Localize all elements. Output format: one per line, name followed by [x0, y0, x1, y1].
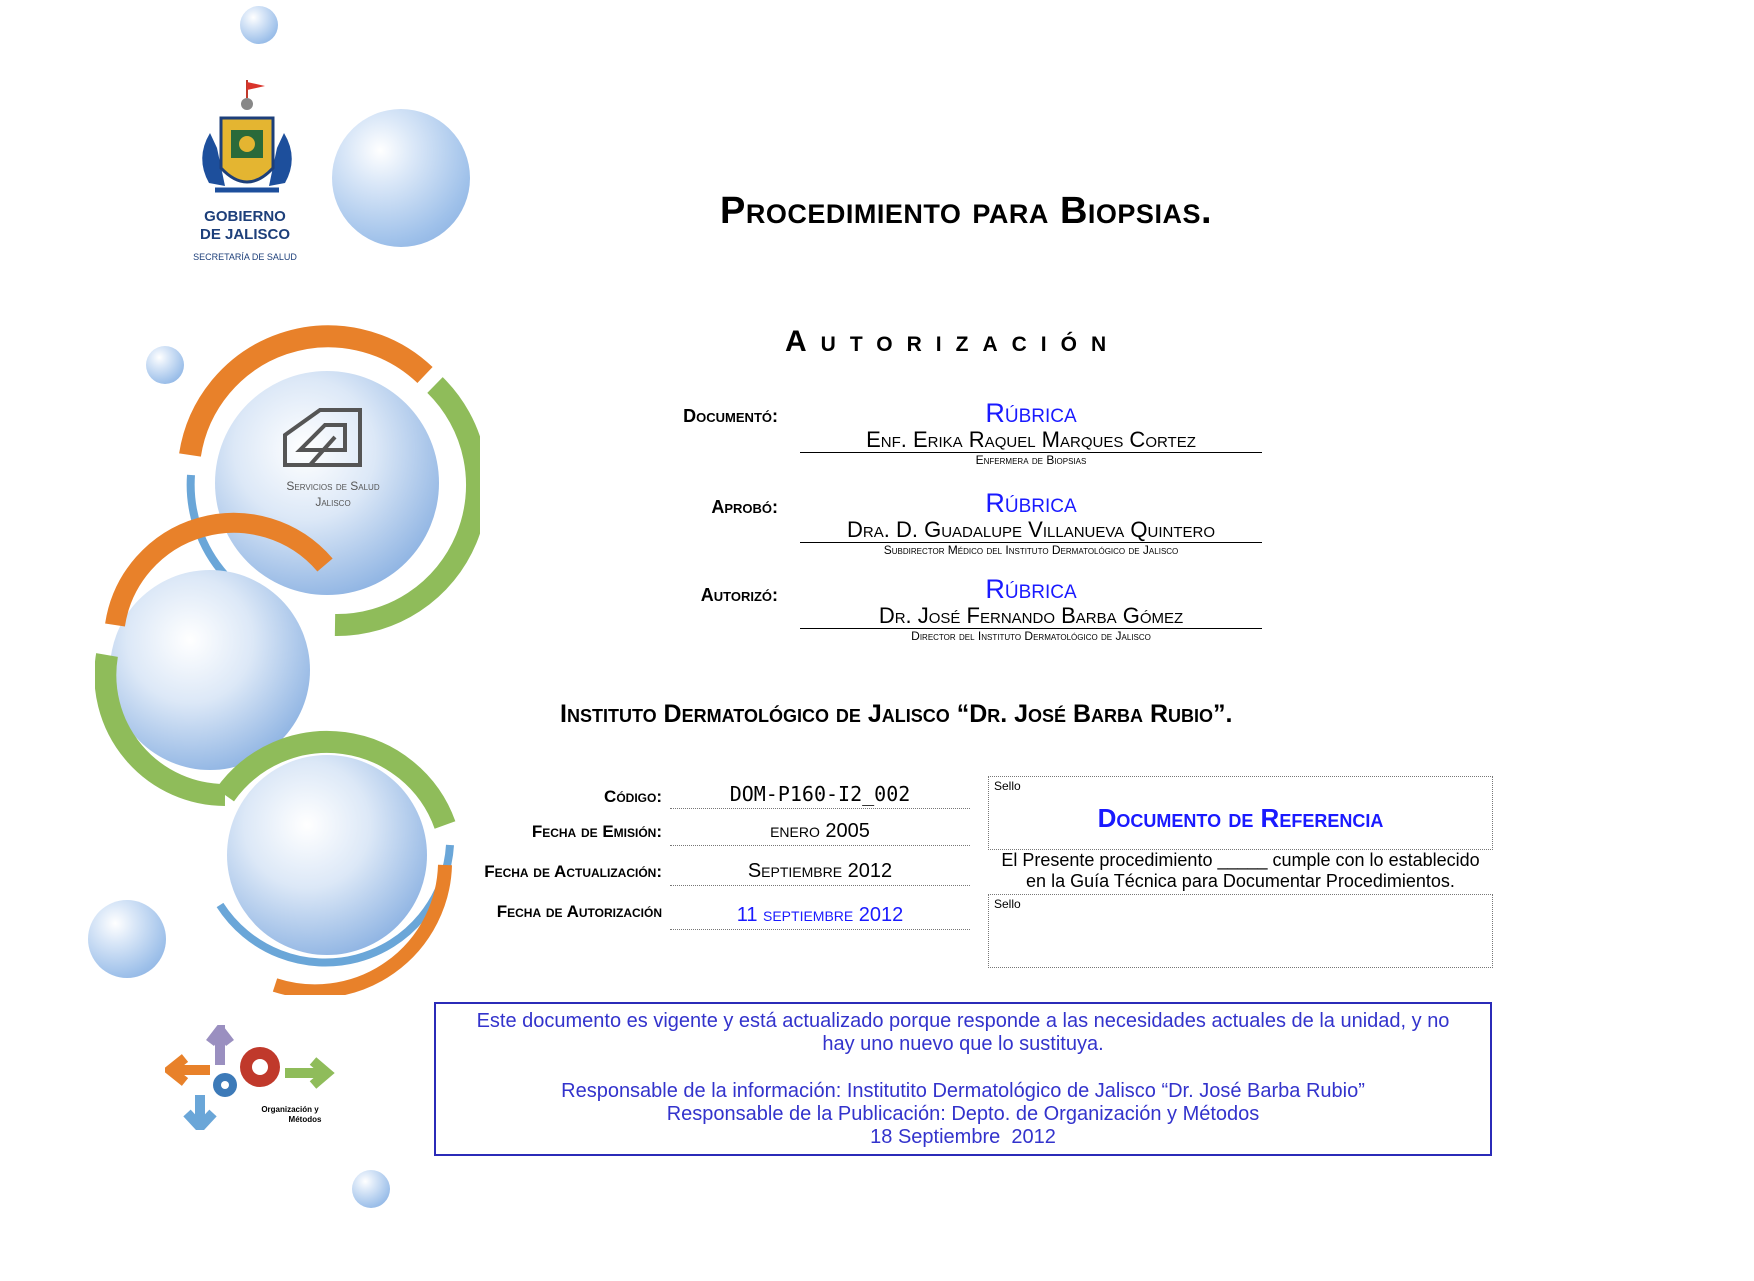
- seal-label-bottom: Sello: [994, 897, 1021, 911]
- document-title: Procedimiento para Biopsias.: [720, 190, 1213, 232]
- code-value: DOM-P160-I2_002: [670, 782, 970, 809]
- footer-line1: Este documento es vigente y está actualizado porque responde a las necesidades actuales de la unidad, y no: [476, 1010, 1450, 1032]
- decor-bubble-bottom: [352, 1170, 390, 1208]
- cycle-graphic: [95, 325, 480, 995]
- authorized-role: Director del Instituto Dermatológico de Jalisco: [911, 629, 1151, 643]
- coat-of-arms-icon: [195, 78, 295, 203]
- footer-line3: Responsable de la información: Institutito Dermatológico de Jalisco “Dr. José Barba Rubio”: [561, 1080, 1365, 1102]
- update-date-value: Septiembre 2012: [670, 860, 970, 886]
- approved-signature-block: [800, 488, 1262, 558]
- reference-seal-box: [988, 776, 1493, 850]
- documented-signature-block: [800, 398, 1262, 468]
- authorization-date-value: 11 septiembre 2012: [670, 904, 970, 930]
- authorized-signature-block: [800, 574, 1262, 644]
- documented-signature: Rúbrica: [985, 398, 1077, 428]
- decor-bubble-top: [240, 6, 278, 44]
- seal-compliance-text: [988, 850, 1493, 892]
- approved-role: Subdirector Médico del Instituto Dermatológico de Jalisco: [883, 543, 1179, 557]
- update-date-label: Fecha de Actualización:: [484, 862, 662, 881]
- approved-name: Dra. D. Guadalupe Villanueva Quintero: [800, 518, 1262, 543]
- government-logo-line1: GOBIERNO: [204, 208, 286, 225]
- validity-footer: [434, 1002, 1492, 1156]
- org-methods-line2: Métodos: [288, 1115, 322, 1124]
- institute-name: Instituto Dermatológico de Jalisco “Dr. José Barba Rubio”.: [560, 700, 1233, 728]
- ssj-logo-text: [258, 478, 408, 510]
- documented-label: Documentó:: [683, 406, 778, 426]
- authorization-date-label: Fecha de Autorización: [496, 902, 662, 921]
- documented-role: Enfermera de Biopsias: [975, 453, 1087, 467]
- documented-name: Enf. Erika Raquel Marques Cortez: [800, 428, 1262, 453]
- approved-label: Aprobó:: [711, 497, 778, 517]
- cycle-bottom-circle: [227, 755, 427, 955]
- bottom-seal-box: [988, 894, 1493, 968]
- government-logo: [180, 78, 310, 262]
- authorized-signature: Rúbrica: [985, 574, 1077, 604]
- seal-compliance-line2: en la Guía Técnica para Documentar Procedimientos.: [1026, 871, 1455, 891]
- authorized-label: Autorizó:: [700, 585, 778, 605]
- approved-signature: Rúbrica: [985, 488, 1077, 518]
- authorized-name: Dr. José Fernando Barba Gómez: [800, 604, 1262, 629]
- reference-document-heading: Documento de Referencia: [1097, 803, 1384, 833]
- ssj-logo-line2: Jalisco: [315, 495, 351, 509]
- footer-line2: hay uno nuevo que lo sustituya.: [822, 1033, 1104, 1055]
- authorization-heading: Autorización: [785, 325, 1121, 358]
- ssj-logo-line1: Servicios de Salud: [286, 479, 380, 493]
- org-methods-logo-text: [240, 1105, 340, 1125]
- footer-line4: Responsable de la Publicación: Depto. de Organización y Métodos: [666, 1103, 1260, 1125]
- government-logo-line3: SECRETARÍA DE SALUD: [193, 252, 297, 262]
- seal-compliance-line1: El Presente procedimiento _____ cumple con lo establecido: [1001, 850, 1480, 870]
- decor-bubble-large: [332, 109, 470, 247]
- seal-label-top: Sello: [994, 779, 1021, 793]
- government-logo-line2: DE JALISCO: [199, 226, 290, 243]
- issue-date-value: enero 2005: [670, 820, 970, 846]
- code-label: Código:: [604, 787, 662, 806]
- org-methods-line1: Organización y: [261, 1105, 319, 1114]
- issue-date-label: Fecha de Emisión:: [531, 822, 662, 841]
- footer-line5: 18 Septiembre 2012: [870, 1126, 1056, 1148]
